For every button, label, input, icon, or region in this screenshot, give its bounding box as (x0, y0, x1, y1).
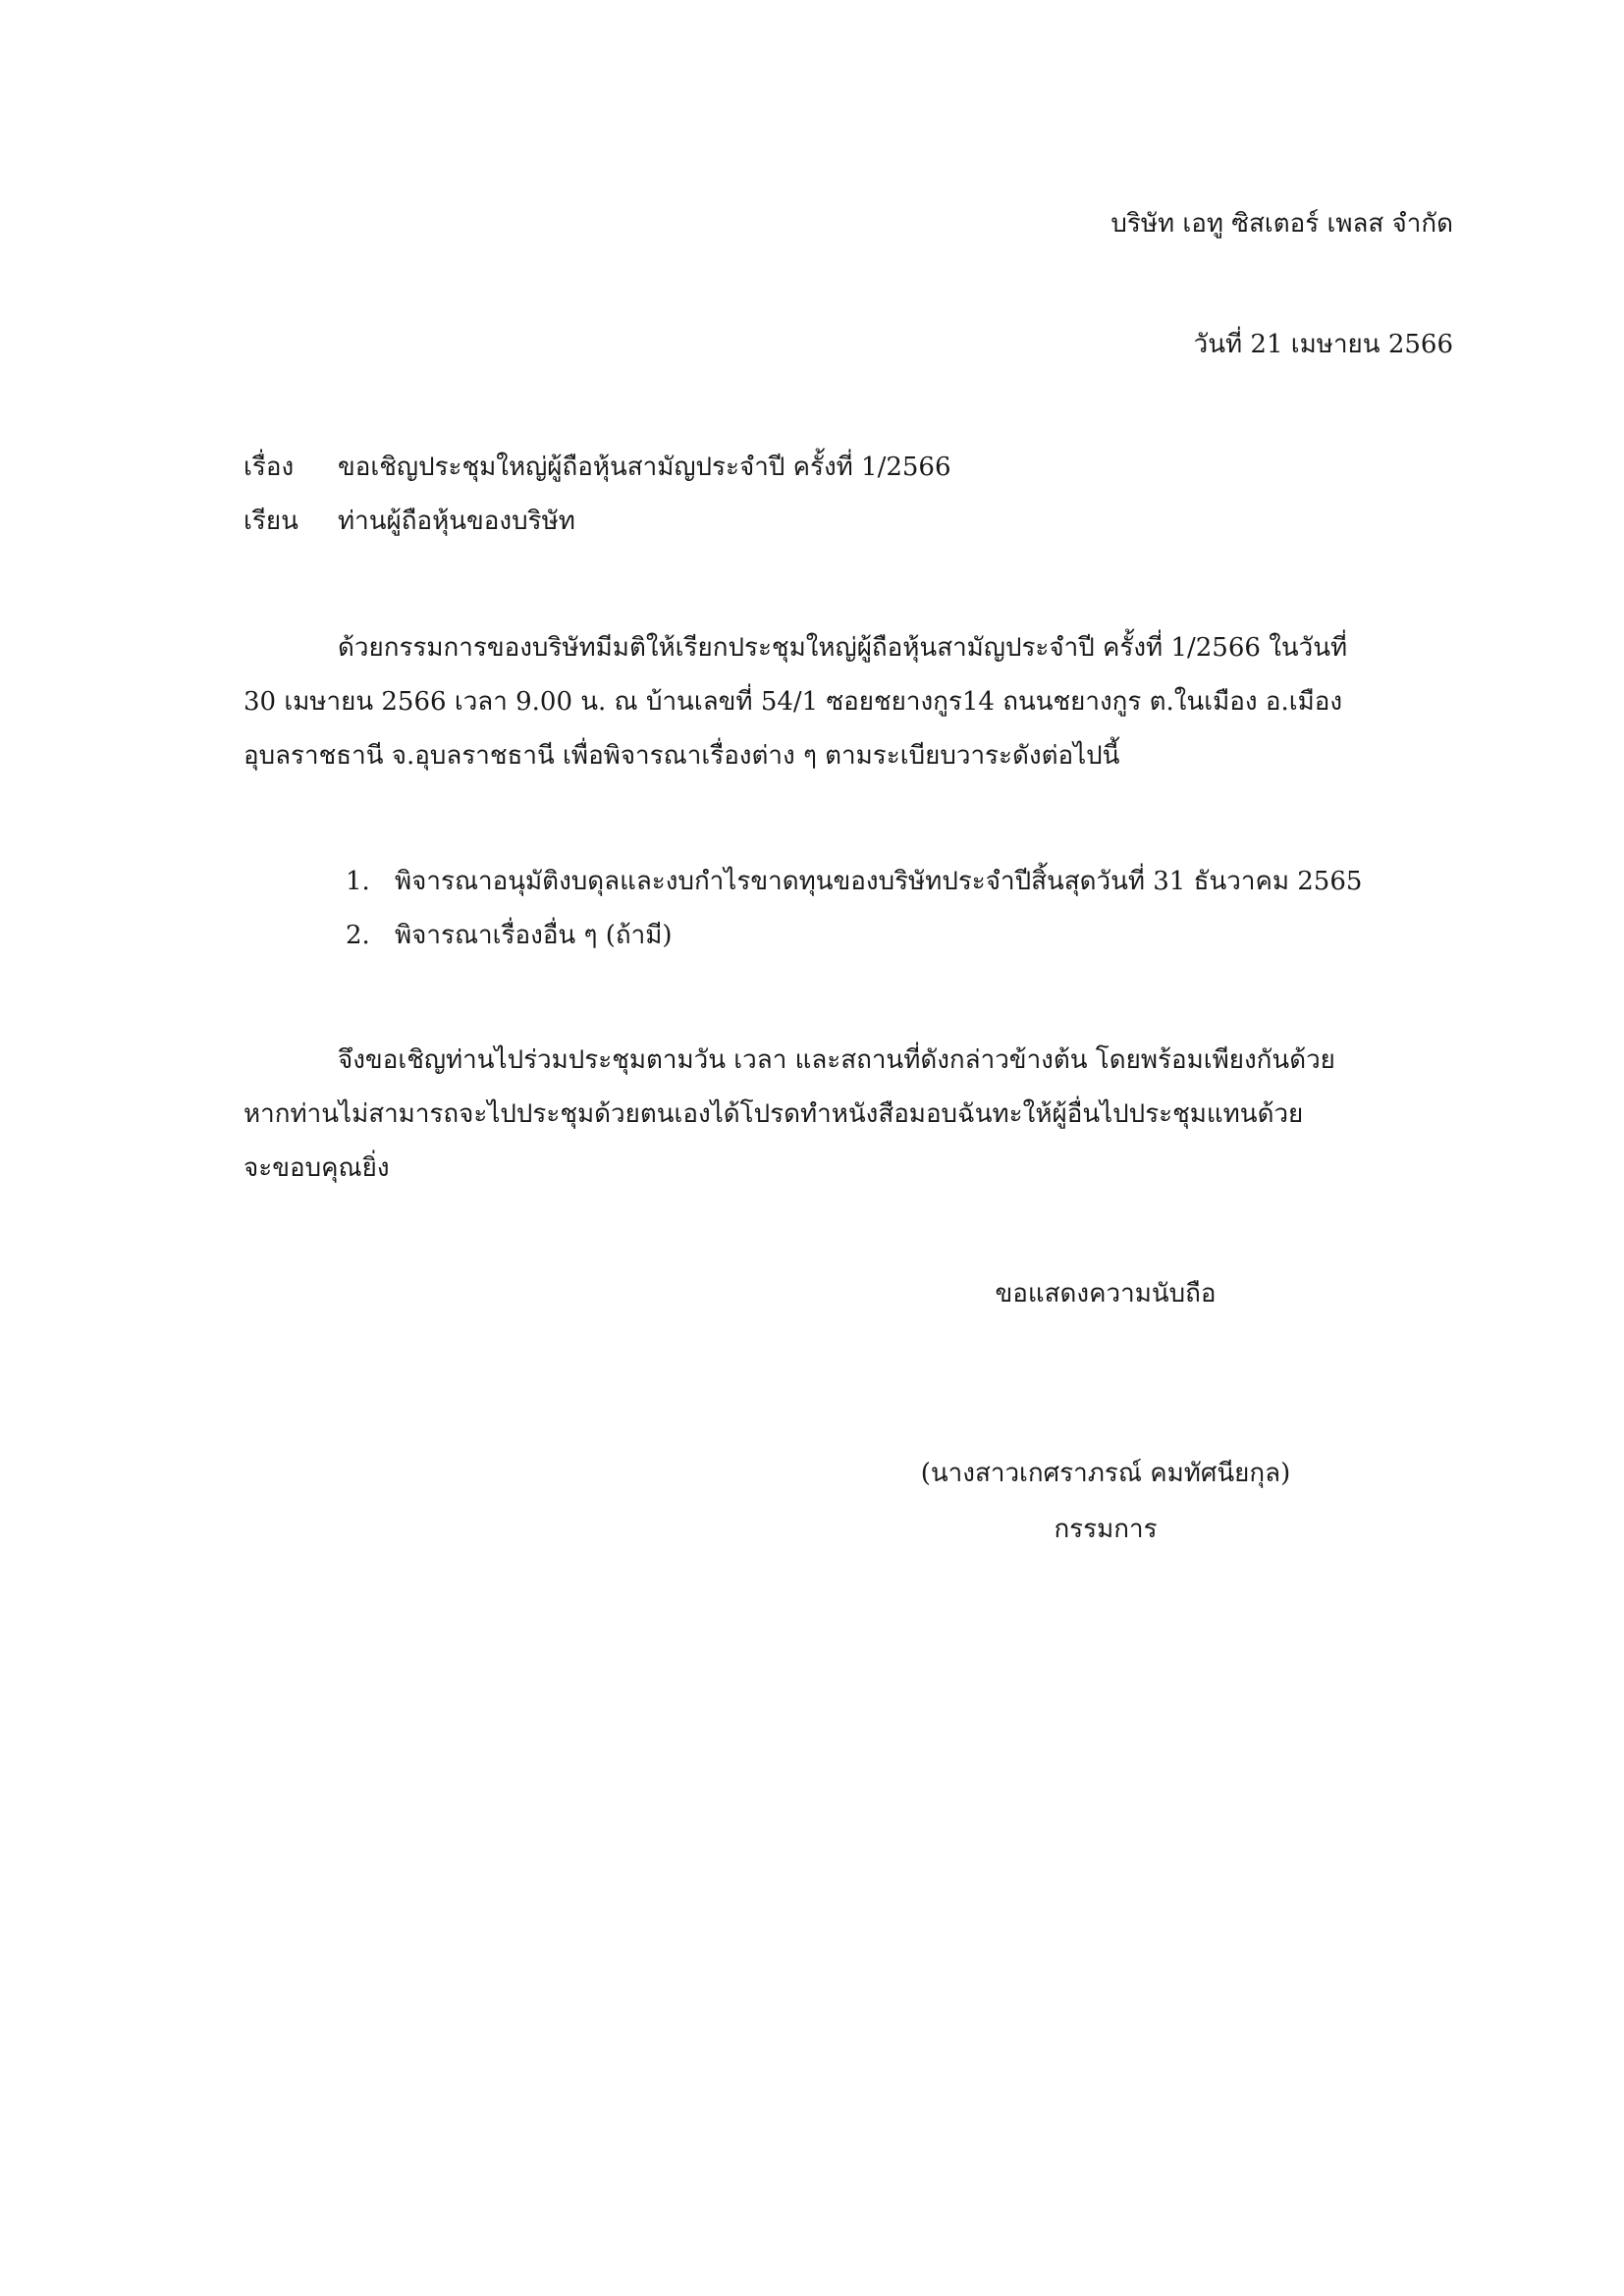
para2-line-3: จะขอบคุณยิ่ง (244, 1153, 390, 1183)
para1-line-3: อุบลราชธานี จ.อุบลราชธานี เพื่อพิจารณาเรื่องต่าง ๆ ตามระเบียบวาระดังต่อไปนี้ (244, 741, 1120, 771)
signer-title: กรรมการ (1054, 1515, 1158, 1544)
para2-line-2: หากท่านไม่สามารถจะไปประชุมด้วยตนเองได้โปรดทำหนังสือมอบฉันทะให้ผู้อื่นไปประชุมแทนด้วย (244, 1099, 1304, 1129)
letter-date: วันที่ 21 เมษายน 2566 (1193, 330, 1453, 359)
recipient-text: ท่านผู้ถือหุ้นของบริษัท (338, 507, 575, 536)
subject-text: ขอเชิญประชุมใหญ่ผู้ถือหุ้นสามัญประจำปี ครั้งที่ 1/2566 (338, 453, 951, 482)
company-name: บริษัท เอทู ซิสเตอร์ เพลส จำกัด (1110, 209, 1453, 239)
subject-label: เรื่อง (244, 453, 295, 482)
para1-line-1: ด้วยกรรมการของบริษัทมีมติให้เรียกประชุมใหญ่ผู้ถือหุ้นสามัญประจำปี ครั้งที่ 1/2566 ในวันที่ (338, 633, 1348, 663)
agenda-item-2-number: 2. (346, 921, 370, 950)
para1-line-2: 30 เมษายน 2566 เวลา 9.00 น. ณ บ้านเลขที่ 54/1 ซอยชยางกูร14 ถนนชยางกูร ต.ในเมือง อ.เมือง (244, 687, 1343, 717)
para2-line-1: จึงขอเชิญท่านไปร่วมประชุมตามวัน เวลา และสถานที่ดังกล่าวข้างต้น โดยพร้อมเพียงกันด้วย (338, 1045, 1335, 1075)
agenda-item-2-text: พิจารณาเรื่องอื่น ๆ (ถ้ามี) (395, 921, 673, 950)
signer-name: (นางสาวเกศราภรณ์ คมทัศนียกุล) (920, 1459, 1291, 1488)
closing-regards: ขอแสดงความนับถือ (995, 1279, 1217, 1308)
agenda-item-1-number: 1. (346, 867, 370, 896)
recipient-label: เรียน (244, 507, 298, 536)
agenda-item-1-text: พิจารณาอนุมัติงบดุลและงบกำไรขาดทุนของบริษัทประจำปีสิ้นสุดวันที่ 31 ธันวาคม 2565 (395, 867, 1363, 896)
